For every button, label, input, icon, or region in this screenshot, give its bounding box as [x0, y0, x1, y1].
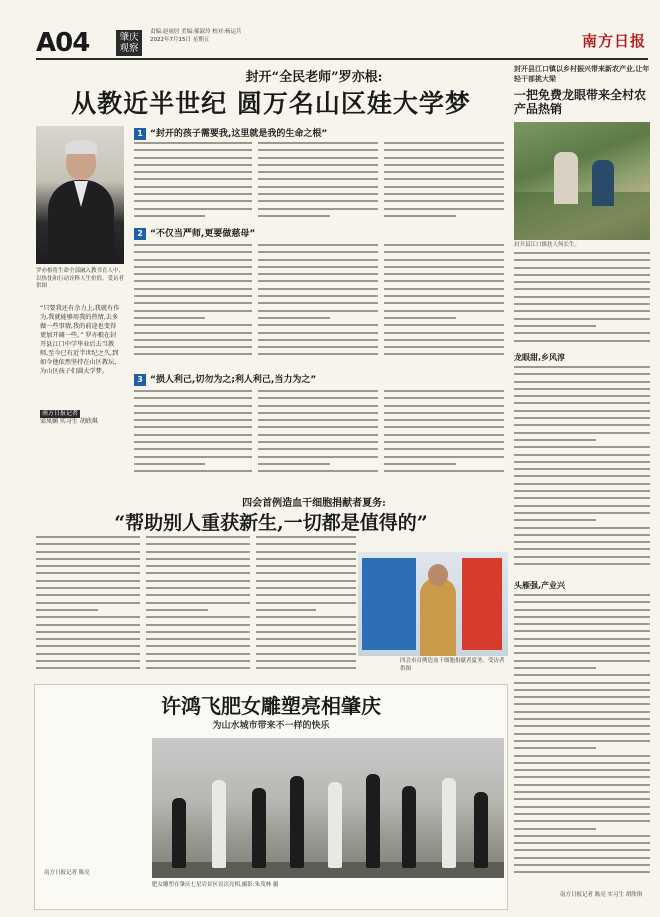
text-column: [36, 536, 140, 675]
text-column: [134, 244, 252, 361]
text-column: [514, 366, 650, 570]
right-kicker: 封开县江口镇以乡村振兴带来新农产业,让年轻干部挑大梁: [514, 64, 650, 83]
page-number: A04: [36, 28, 90, 58]
teacher-portrait-photo: [36, 126, 124, 264]
meta-line-1: 责编:赵雨居 美编:郝淑玲 校对:杨运兵: [150, 29, 242, 35]
portrait-caption: 罗亦根将生命全部融入教书育人中,以热忱和行动诠释人生价值。受访者供图: [36, 268, 125, 289]
figure-silhouette: [212, 780, 226, 868]
text-column: [384, 390, 504, 478]
main-kicker: 封开“全民老师”罗亦根:: [245, 70, 383, 85]
byline-label: 南方日报记者: [42, 410, 79, 417]
meta-line-2: 2022年7月15日 星期五: [150, 37, 210, 43]
figure-silhouette: [402, 786, 416, 868]
main-byline: [40, 410, 122, 426]
newspaper-logo: 南方日报: [581, 32, 646, 50]
farmers-photo: [514, 122, 650, 240]
byline-names: 梁凤娴 实习生 胡欣琪: [40, 418, 98, 425]
sculpture-photo: [152, 738, 504, 878]
text-column: [384, 142, 504, 222]
right-photo-caption: 封开县江口镇扶人何长生。: [514, 242, 581, 248]
right-subhead-1: 龙眼甜,乡风淳: [514, 353, 566, 362]
section-label: 肇庆观察: [116, 30, 142, 56]
text-column: [384, 244, 504, 361]
figure-silhouette: [474, 792, 488, 868]
text-column: [134, 142, 252, 222]
section-heading-1: 1 “封开的孩子需要我,这里就是我的生命之根”: [134, 126, 327, 140]
pull-quote: “只要我还有余力上,我就有作为,我就能够用我的热情,去多做一些事情,我的前途也变得更加开阔一些。” 罗亦根在封开县江口中学毕业后去当教师,至今已有近半世纪之久,到如今他依然坚持在山区教坛,为山区孩子们圆大学梦。: [40, 305, 120, 375]
figure-silhouette: [366, 774, 380, 868]
third-subheadline: 为山水城市带来不一样的快乐: [212, 721, 330, 731]
figure-silhouette: [290, 776, 304, 868]
text-column: [258, 244, 378, 361]
figure-silhouette: [252, 788, 266, 868]
main-headline: 从教近半世纪 圆万名山区娃大学梦: [71, 89, 471, 118]
text-column: [258, 142, 378, 222]
figure-silhouette: [328, 782, 342, 868]
right-byline: 南方日报记者 陈亮 实习生 胡欣琪: [560, 892, 643, 898]
third-headline: 许鸿飞肥女雕塑亮相肇庆: [161, 694, 381, 718]
second-headline: “帮助别人重获新生,一切都是值得的”: [114, 512, 428, 534]
donor-photo-caption: 四会市首例造血干细胞捐献者夏务。受访者供图: [400, 658, 505, 672]
text-column: [514, 594, 650, 879]
edition-meta: [150, 28, 242, 44]
second-kicker: 四会首例造血干细胞捐献者夏务:: [242, 498, 386, 509]
figure-silhouette: [442, 778, 456, 868]
text-column: [256, 536, 356, 675]
text-column: [146, 536, 250, 675]
text-column: [258, 390, 378, 478]
text-column: [134, 390, 252, 478]
right-subhead-2: 头雁强,产业兴: [514, 581, 566, 590]
figure-silhouette: [172, 798, 186, 868]
third-byline: 南方日报记者 陈亮: [44, 870, 90, 876]
donor-photo: [358, 552, 508, 656]
section-heading-2: 2 “不仅当严师,更要做慈母”: [134, 226, 255, 240]
sculpture-photo-caption: 肥女雕塑在肇庆七星岩景区首次亮相,摄影:朱茂林 摄: [152, 882, 279, 888]
page-header: [36, 24, 648, 60]
section-heading-3: 3 “损人利己,切勿为之;利人利己,当力为之”: [134, 372, 316, 386]
right-headline: 一把免费龙眼带来全村农产品热销: [514, 88, 647, 116]
text-column: [514, 252, 650, 347]
